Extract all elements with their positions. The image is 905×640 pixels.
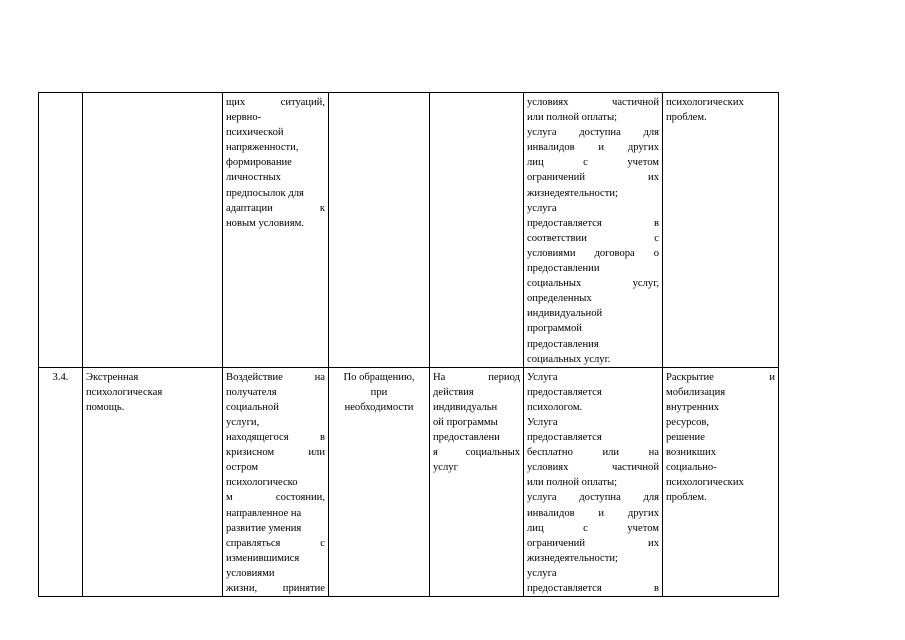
cell-text-line: справляться с bbox=[226, 537, 325, 549]
cell-text-line: бесплатно или на bbox=[527, 447, 659, 459]
cell-text-line: остром bbox=[226, 462, 259, 474]
cell-text-line: внутренних bbox=[666, 401, 720, 413]
cell-text-line: направленное на bbox=[226, 507, 302, 519]
cell-text-line: действия bbox=[433, 386, 474, 398]
cell-text-line: определенных bbox=[527, 293, 592, 305]
cell-text-line: мобилизация bbox=[666, 386, 726, 398]
cell-text-line: напряженности, bbox=[226, 142, 299, 154]
cell-conditions bbox=[524, 93, 663, 368]
cell-text-line: условиями договора о bbox=[527, 247, 659, 259]
services-table bbox=[38, 92, 779, 597]
cell-description bbox=[223, 367, 329, 596]
cell-conditions bbox=[524, 367, 663, 596]
cell-text-line: социально- bbox=[666, 462, 717, 474]
cell-period bbox=[329, 367, 430, 596]
cell-text-line: предпосылок для bbox=[226, 187, 304, 199]
cell-text-line: лиц с учетом bbox=[527, 522, 659, 534]
cell-text-line: новым условиям. bbox=[226, 217, 304, 229]
cell-text-line: нервно- bbox=[226, 112, 262, 124]
cell-text-line: личностных bbox=[226, 172, 281, 184]
cell-text-line: Услуга bbox=[527, 371, 558, 383]
cell-text-line: Раскрытие и bbox=[666, 371, 775, 383]
cell-term bbox=[430, 93, 524, 368]
cell-text-line: жизни, принятие bbox=[226, 583, 325, 594]
cell-text-line: услуга доступна для bbox=[527, 492, 659, 504]
cell-text-line: жизнедеятельности; bbox=[527, 552, 618, 564]
cell-text-line: психологическо bbox=[226, 477, 298, 489]
cell-text-line: помощь. bbox=[86, 401, 125, 413]
cell-text-line: психической bbox=[226, 127, 284, 139]
cell-text-line: изменившимися bbox=[226, 552, 300, 564]
cell-period bbox=[329, 93, 430, 368]
table-row-3-4 bbox=[39, 367, 779, 596]
cell-text-line: предоставляется в bbox=[527, 583, 659, 594]
cell-text-line: ресурсов, bbox=[666, 416, 710, 428]
cell-text-line: необходимости bbox=[344, 401, 414, 413]
cell-text-line: лиц с учетом bbox=[527, 157, 659, 169]
cell-text-line: щих ситуаций, bbox=[226, 97, 325, 108]
cell-text-line: услуга bbox=[527, 202, 557, 214]
cell-text-line: ограничений их bbox=[527, 172, 659, 184]
cell-term bbox=[430, 367, 524, 596]
cell-text-line: жизнедеятельности; bbox=[527, 187, 618, 199]
cell-text-line: предоставляется bbox=[527, 432, 602, 444]
cell-result bbox=[663, 93, 779, 368]
cell-text-line: инвалидов и других bbox=[527, 142, 659, 154]
row-number: 3.4. bbox=[52, 371, 69, 383]
cell-text-line: психологических bbox=[666, 477, 744, 489]
cell-text-line: услуги, bbox=[226, 416, 260, 428]
cell-text-line: условиях частичной bbox=[527, 462, 659, 474]
cell-text-line: получателя bbox=[226, 386, 277, 398]
cell-number bbox=[39, 367, 83, 596]
cell-text-line: решение bbox=[666, 432, 705, 444]
cell-result bbox=[663, 367, 779, 596]
cell-text-line: социальных услуг. bbox=[527, 353, 611, 365]
cell-text-line: психологическая bbox=[86, 386, 163, 398]
cell-number bbox=[39, 93, 83, 368]
cell-text-line: соответствии с bbox=[527, 232, 659, 244]
cell-text-line: или полной оплаты; bbox=[527, 112, 618, 124]
cell-text-line: психологом. bbox=[527, 401, 583, 413]
cell-text-line: проблем. bbox=[666, 112, 707, 124]
cell-text-line: индивидуальной bbox=[527, 308, 603, 320]
cell-text-line: при bbox=[370, 386, 388, 398]
table-row-continuation bbox=[39, 93, 779, 368]
cell-text-line: На период bbox=[433, 371, 520, 383]
cell-text-line: возникших bbox=[666, 447, 717, 459]
cell-description bbox=[223, 93, 329, 368]
cell-text-line: услуга bbox=[527, 567, 557, 579]
cell-text-line: Услуга bbox=[527, 416, 558, 428]
cell-text-line: Экстренная bbox=[86, 371, 139, 383]
cell-text-line: предоставляется bbox=[527, 386, 602, 398]
cell-text-line: проблем. bbox=[666, 492, 707, 504]
cell-text-line: предоставлени bbox=[433, 432, 500, 444]
cell-text-line: индивидуальн bbox=[433, 401, 498, 413]
cell-text-line: ограничений их bbox=[527, 537, 659, 549]
cell-service-name bbox=[83, 93, 223, 368]
cell-text-line: По обращению, bbox=[343, 371, 415, 383]
cell-text-line: услуг bbox=[433, 462, 458, 474]
cell-text-line: формирование bbox=[226, 157, 292, 169]
cell-text-line: социальных услуг, bbox=[527, 278, 659, 290]
cell-text-line: ой программы bbox=[433, 416, 498, 428]
cell-text-line: кризисном или bbox=[226, 447, 325, 459]
cell-text-line: условиями bbox=[226, 567, 275, 579]
cell-text-line: развитие умения bbox=[226, 522, 302, 534]
cell-text-line: м состоянии, bbox=[226, 492, 325, 504]
cell-text-line: условиях частичной bbox=[527, 97, 659, 108]
cell-text-line: находящегося в bbox=[226, 432, 325, 444]
cell-service-name bbox=[83, 367, 223, 596]
cell-text-line: Воздействие на bbox=[226, 371, 325, 383]
cell-text-line: социальной bbox=[226, 401, 279, 413]
cell-text-line: программой bbox=[527, 323, 582, 335]
cell-text-line: предоставлении bbox=[527, 263, 600, 275]
cell-text-line: я социальных bbox=[433, 447, 520, 459]
cell-text-line: психологических bbox=[666, 97, 744, 108]
cell-text-line: адаптации к bbox=[226, 202, 325, 214]
cell-text-line: или полной оплаты; bbox=[527, 477, 618, 489]
cell-text-line: услуга доступна для bbox=[527, 127, 659, 139]
cell-text-line: предоставления bbox=[527, 338, 599, 350]
cell-text-line: предоставляется в bbox=[527, 217, 659, 229]
cell-text-line: инвалидов и других bbox=[527, 507, 659, 519]
